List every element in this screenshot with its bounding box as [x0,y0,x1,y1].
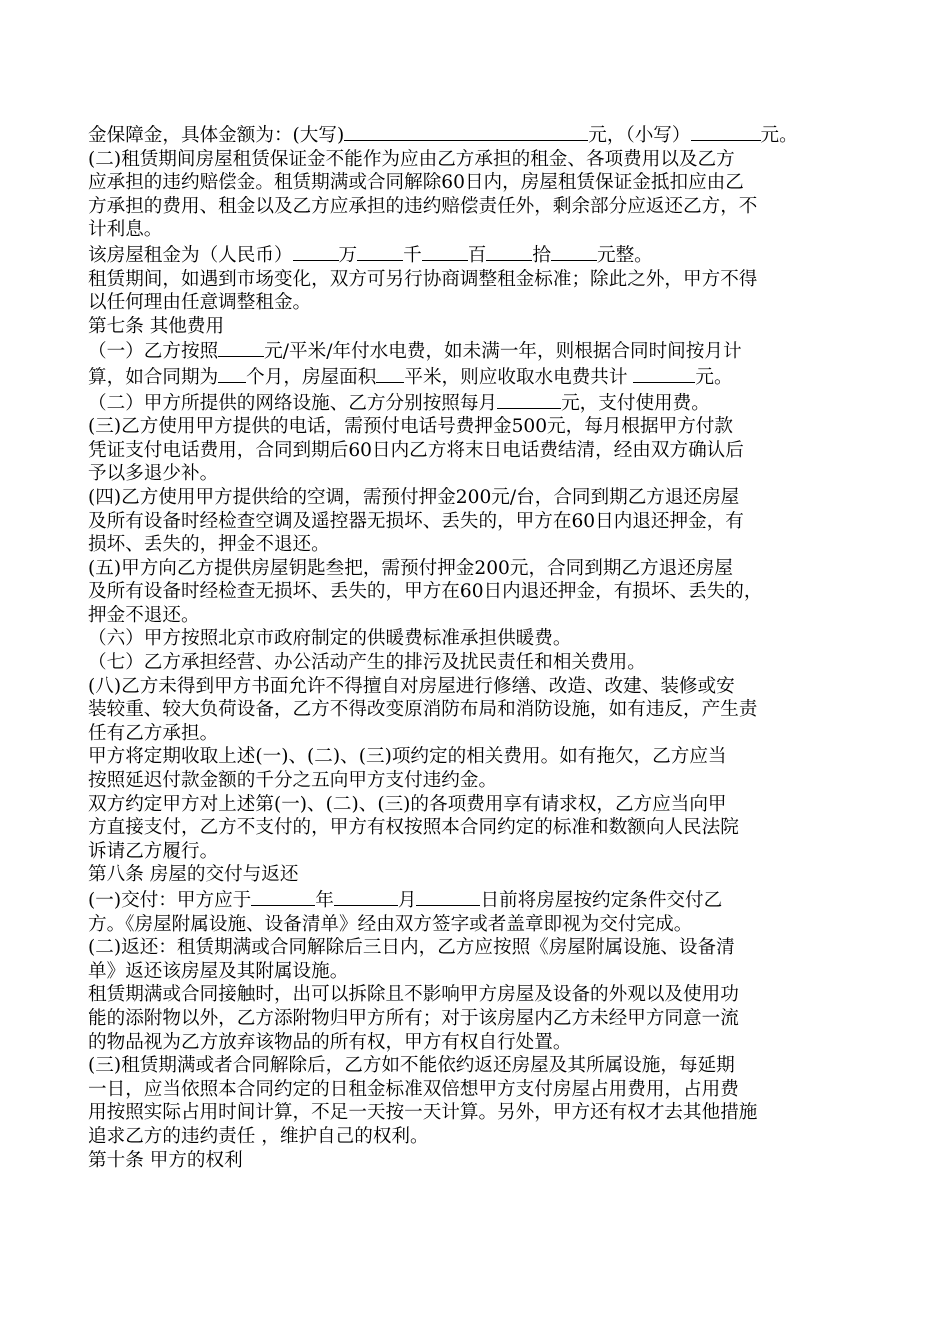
text: （一）乙方按照 [88,341,219,363]
paragraph-line: 双方约定甲方对上述第(一)、(二)、(三)的各项费用享有请求权，乙方应当向甲 [88,793,727,815]
paragraph-line: 一日，应当依照本合同约定的日租金标准双倍想甲方支付房屋占用费用，占用费 [88,1078,739,1100]
deposit-amount-line [88,122,868,148]
utility-fee-line [88,338,868,364]
paragraph-line: (三)租赁期满或者合同解除后，乙方如不能依约返还房屋及其所属设施，每延期 [88,1055,735,1077]
paragraph-line: 损坏、丢失的，押金不退还。 [88,534,330,556]
handover-date-line [88,887,868,913]
blank-lowercase-amount[interactable] [691,122,761,141]
blank-rate[interactable] [218,338,264,357]
text: 月 [397,890,417,911]
text: 算，如合同期为 [88,366,219,388]
paragraph-line: 任有乙方承担。 [88,722,219,744]
paragraph-line: 及所有设备时经检查空调及遥控器无损坏、丢失的，甲方在60日内退还押金，有 [88,510,744,532]
paragraph-line: 租赁期间，如遇到市场变化，双方可另行协商调整租金标准；除此之外，甲方不得 [88,268,758,290]
text: 元/平米/年付水电费，如未满一年，则根据合同时间按月计 [264,341,742,363]
paragraph-line: 凭证支付电话费用，合同到期后60日内乙方将末日电话费结清，经由双方确认后 [88,439,744,461]
paragraph-line: 押金不退还。 [88,604,200,626]
section-heading: 第八条 房屋的交付与返还 [88,864,299,886]
paragraph-line: 单》返还该房屋及其附属设施。 [88,960,349,982]
paragraph-line: 及所有设备时经检查无损坏、丢失的，甲方在60日内退还押金，有损坏、丢失的， [88,581,763,603]
text: （二）甲方所提供的网络设施、乙方分别按照每月 [88,392,498,414]
paragraph-line: (二)返还：租赁期满或合同解除后三日内，乙方应按照《房屋附属设施、设备清 [88,937,735,959]
paragraph-line: (二)租赁期间房屋租赁保证金不能作为应由乙方承担的租金、各项费用以及乙方 [88,148,735,170]
text: 日前将房屋按约定条件交付乙 [480,890,723,911]
blank-qian[interactable] [357,242,403,261]
paragraph-line: 方承担的费用、租金以及乙方应承担的违约赔偿责任外，剩余部分应返还乙方，不 [88,195,758,217]
text: 元，（小写） [588,125,691,146]
text: 元，支付使用费。 [561,392,710,414]
paragraph-line: 能的添附物以外，乙方添附物归甲方所有；对于该房屋内乙方未经甲方同意一流 [88,1007,739,1029]
text: 年 [315,890,334,911]
text: 金保障金，具体金额为：(大写) [88,125,345,146]
paragraph-line: 应承担的违约赔偿金。租赁期满或合同解除60日内，房屋租赁保证金抵扣应由乙 [88,172,744,194]
blank-total[interactable] [633,364,695,383]
paragraph-line: 计利息。 [88,219,163,241]
text: (一)交付：甲方应于 [88,890,252,911]
paragraph-line: 方。《房屋附属设施、设备清单》经由双方签字或者盖章即视为交付完成。 [88,913,693,935]
text: 平米，则应收取水电费共计 [404,366,634,388]
text: 拾 [532,244,551,266]
paragraph-line: 装较重、较大负荷设备，乙方不得改变原消防布局和消防设施，如有违反，产生责 [88,699,758,721]
text: 万 [338,244,358,266]
contract-page [88,122,868,1172]
paragraph-line: (三)乙方使用甲方提供的电话，需预付电话号费押金500元，每月根据甲方付款 [88,416,733,438]
text: 百 [467,244,487,266]
rent-amount-line [88,242,868,268]
paragraph-line: 租赁期满或合同接触时，出可以拆除且不影响甲方房屋及设备的外观以及使用功 [88,984,739,1006]
blank-months[interactable] [218,364,246,383]
text: 个月，房屋面积 [246,366,377,388]
paragraph-line: 予以多退少补。 [88,463,219,485]
text: 该房屋租金为（人民币） [88,244,293,266]
paragraph-line: 甲方将定期收取上述(一)、(二)、(三)项约定的相关费用。如有拖欠，乙方应当 [88,746,727,768]
blank-shi[interactable] [486,242,532,261]
text: 千 [403,244,422,266]
paragraph-line: 用按照实际占用时间计算，不足一天按一天计算。另外，甲方还有权才去其他措施 [88,1102,758,1124]
section-heading: 第十条 甲方的权利 [88,1149,243,1171]
paragraph-line: 方直接支付，乙方不支付的，甲方有权按照本合同约定的标准和数额向人民法院 [88,817,739,839]
paragraph-line: 诉请乙方履行。 [88,840,219,862]
utility-fee-line [88,364,868,390]
blank-day[interactable] [416,887,480,906]
blank-area[interactable] [376,364,404,383]
blank-yuan[interactable] [551,242,597,261]
blank-monthly-fee[interactable] [497,390,561,409]
paragraph-line: (八)乙方未得到甲方书面允许不得擅自对房屋进行修缮、改造、改建、装修或安 [88,675,735,697]
paragraph-line: (五)甲方向乙方提供房屋钥匙叁把，需预付押金200元，合同到期乙方退还房屋 [88,557,733,579]
blank-bai[interactable] [422,242,468,261]
blank-year[interactable] [251,887,315,906]
blank-month[interactable] [334,887,398,906]
paragraph-line: (四)乙方使用甲方提供给的空调，需预付押金200元/台，合同到期乙方退还房屋 [88,486,740,508]
text: 元整。 [596,244,653,266]
paragraph-line: 以任何理由任意调整租金。 [88,292,312,314]
paragraph-line: 的物品视为乙方放弃该物品的所有权，甲方有权自行处置。 [88,1031,572,1053]
paragraph-line: （七）乙方承担经营、办公活动产生的排污及扰民责任和相关费用。 [88,652,646,674]
paragraph-line: （六）甲方按照北京市政府制定的供暖费标准承担供暖费。 [88,628,572,650]
network-fee-line [88,390,868,416]
paragraph-line: 按照延迟付款金额的千分之五向甲方支付违约金。 [88,770,498,792]
blank-uppercase-amount[interactable] [344,122,588,141]
blank-wan[interactable] [293,242,339,261]
section-heading: 第七条 其他费用 [88,315,225,337]
paragraph-line: 追求乙方的违约责任 ，维护自己的权利。 [88,1125,429,1147]
text: 元。 [695,366,733,388]
text: 元。 [760,125,798,146]
